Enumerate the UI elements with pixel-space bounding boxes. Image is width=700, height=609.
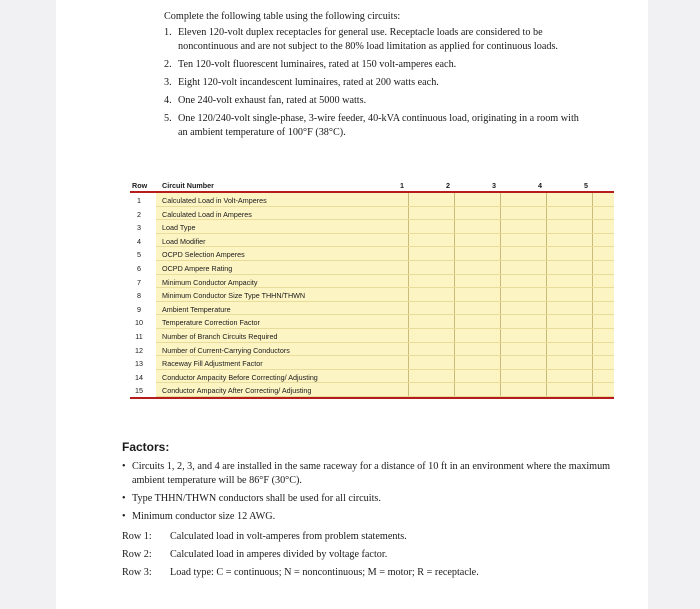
column-divider bbox=[454, 247, 455, 260]
column-divider bbox=[546, 247, 547, 260]
circuit-list bbox=[164, 26, 584, 140]
table-row bbox=[130, 220, 614, 234]
table-row bbox=[130, 356, 614, 370]
table-row bbox=[130, 234, 614, 248]
header-col-1: 1 bbox=[400, 181, 404, 190]
row-number: 2 bbox=[137, 209, 141, 219]
factors-title: Factors: bbox=[122, 440, 170, 454]
row-label: Temperature Correction Factor bbox=[162, 318, 260, 328]
factors-section bbox=[122, 440, 622, 584]
column-divider bbox=[592, 329, 593, 342]
column-divider bbox=[546, 220, 547, 233]
column-divider bbox=[592, 261, 593, 274]
header-col-4: 4 bbox=[538, 181, 542, 190]
column-divider bbox=[546, 207, 547, 220]
column-divider bbox=[500, 288, 501, 301]
table-row bbox=[130, 383, 614, 397]
column-divider bbox=[454, 343, 455, 356]
row-number: 4 bbox=[137, 236, 141, 246]
column-divider bbox=[546, 383, 547, 396]
row-label: Calculated Load in Amperes bbox=[162, 209, 252, 219]
column-divider bbox=[500, 247, 501, 260]
intro-lead: Complete the following table using the following circuits: bbox=[164, 11, 401, 22]
column-divider bbox=[592, 343, 593, 356]
row-number: 11 bbox=[135, 331, 143, 341]
column-divider bbox=[454, 356, 455, 369]
column-divider bbox=[408, 315, 409, 328]
factor-item: • Minimum conductor size 12 AWG. bbox=[122, 510, 622, 524]
column-divider bbox=[546, 302, 547, 315]
column-divider bbox=[546, 275, 547, 288]
column-divider bbox=[454, 302, 455, 315]
row-number: 14 bbox=[135, 372, 143, 382]
column-divider bbox=[500, 383, 501, 396]
table-bottom-rule bbox=[130, 397, 614, 399]
row-number: 8 bbox=[137, 291, 141, 301]
column-divider bbox=[408, 329, 409, 342]
row-label: Conductor Ampacity Before Correcting/ Adjusting bbox=[162, 372, 318, 382]
column-divider bbox=[500, 220, 501, 233]
column-divider bbox=[592, 247, 593, 260]
header-col-3: 3 bbox=[492, 181, 496, 190]
row-label: Raceway Fill Adjustment Factor bbox=[162, 359, 263, 369]
row-number: 15 bbox=[135, 386, 143, 396]
row-number: 6 bbox=[137, 263, 141, 273]
column-divider bbox=[454, 261, 455, 274]
factor-item: • Type THHN/THWN conductors shall be used for all circuits. bbox=[122, 492, 622, 506]
factors-list bbox=[122, 460, 622, 524]
document-page bbox=[56, 0, 648, 609]
row-label: Load Type bbox=[162, 223, 196, 233]
circuit-item: 2. Ten 120-volt fluorescent luminaires, rated at 150 volt-amperes each. bbox=[164, 59, 457, 70]
row-number: 1 bbox=[137, 196, 141, 205]
column-divider bbox=[408, 261, 409, 274]
column-divider bbox=[408, 247, 409, 260]
column-divider bbox=[408, 343, 409, 356]
row-label: Minimum Conductor Ampacity bbox=[162, 277, 258, 287]
column-divider bbox=[408, 220, 409, 233]
row-label: Calculated Load in Volt-Amperes bbox=[162, 196, 267, 205]
column-divider bbox=[546, 329, 547, 342]
column-divider bbox=[592, 193, 593, 206]
row-cells bbox=[156, 220, 614, 234]
column-divider bbox=[500, 302, 501, 315]
column-divider bbox=[454, 220, 455, 233]
column-divider bbox=[546, 356, 547, 369]
factor-item: • Circuits 1, 2, 3, and 4 are installed in the same raceway for a distance of 10 ft in an environment where the maximum ambient temperature will be 86°F (30°C). bbox=[122, 460, 622, 488]
column-divider bbox=[408, 302, 409, 315]
table-row bbox=[130, 302, 614, 316]
circuit-item: 4. One 240-volt exhaust fan, rated at 5000 watts. bbox=[164, 95, 367, 106]
column-divider bbox=[454, 288, 455, 301]
column-divider bbox=[408, 234, 409, 247]
header-row: Row bbox=[132, 181, 148, 190]
column-divider bbox=[454, 275, 455, 288]
table-row bbox=[130, 343, 614, 357]
column-divider bbox=[592, 207, 593, 220]
row-label: OCPD Ampere Rating bbox=[162, 263, 233, 273]
row-note: Row 2: Calculated load in amperes divided by voltage factor. bbox=[122, 549, 388, 560]
row-note: Row 3: Load type: C = continuous; N = noncontinuous; M = motor; R = receptacle. bbox=[122, 567, 479, 578]
row-notes bbox=[122, 530, 622, 580]
column-divider bbox=[500, 275, 501, 288]
column-divider bbox=[592, 356, 593, 369]
column-divider bbox=[454, 315, 455, 328]
column-divider bbox=[454, 207, 455, 220]
column-divider bbox=[592, 315, 593, 328]
row-number: 13 bbox=[135, 359, 143, 369]
column-divider bbox=[500, 261, 501, 274]
circuit-item: 3. Eight 120-volt incandescent luminaires, rated at 200 watts each. bbox=[164, 77, 439, 88]
column-divider bbox=[408, 288, 409, 301]
column-divider bbox=[546, 288, 547, 301]
column-divider bbox=[500, 370, 501, 383]
row-label: Ambient Temperature bbox=[162, 304, 231, 314]
column-divider bbox=[592, 288, 593, 301]
column-divider bbox=[592, 234, 593, 247]
row-label: Number of Current-Carrying Conductors bbox=[162, 345, 290, 355]
column-divider bbox=[546, 370, 547, 383]
header-col-2: 2 bbox=[446, 181, 450, 190]
table-row bbox=[130, 193, 614, 207]
row-label: Conductor Ampacity After Correcting/ Adjusting bbox=[162, 386, 312, 396]
column-divider bbox=[408, 356, 409, 369]
column-divider bbox=[454, 370, 455, 383]
column-divider bbox=[500, 329, 501, 342]
table-row bbox=[130, 207, 614, 221]
table-row bbox=[130, 370, 614, 384]
column-divider bbox=[592, 220, 593, 233]
table-header bbox=[130, 176, 614, 190]
column-divider bbox=[408, 193, 409, 206]
row-label: OCPD Selection Amperes bbox=[162, 250, 245, 260]
column-divider bbox=[500, 343, 501, 356]
table-row bbox=[130, 315, 614, 329]
column-divider bbox=[592, 383, 593, 396]
row-number: 3 bbox=[137, 223, 141, 233]
column-divider bbox=[454, 329, 455, 342]
row-number: 7 bbox=[137, 277, 141, 287]
column-divider bbox=[500, 356, 501, 369]
row-label: Number of Branch Circuits Required bbox=[162, 331, 278, 341]
row-number: 5 bbox=[137, 250, 141, 260]
column-divider bbox=[408, 207, 409, 220]
column-divider bbox=[500, 207, 501, 220]
row-label: Load Modifier bbox=[162, 236, 206, 246]
column-divider bbox=[408, 370, 409, 383]
column-divider bbox=[500, 315, 501, 328]
row-cells bbox=[156, 234, 614, 248]
problem-statement bbox=[164, 10, 584, 144]
table-row bbox=[130, 247, 614, 261]
column-divider bbox=[546, 261, 547, 274]
column-divider bbox=[592, 302, 593, 315]
table-row bbox=[130, 261, 614, 275]
header-circuit-number: Circuit Number bbox=[162, 181, 214, 190]
column-divider bbox=[592, 275, 593, 288]
column-divider bbox=[546, 193, 547, 206]
row-note: Row 1: Calculated load in volt-amperes from problem statements. bbox=[122, 531, 407, 542]
circuit-table bbox=[130, 176, 614, 399]
column-divider bbox=[500, 234, 501, 247]
table-row bbox=[130, 288, 614, 302]
row-number: 12 bbox=[135, 345, 143, 355]
column-divider bbox=[454, 383, 455, 396]
column-divider bbox=[500, 193, 501, 206]
column-divider bbox=[454, 234, 455, 247]
column-divider bbox=[408, 383, 409, 396]
circuit-item: 1. Eleven 120-volt duplex receptacles for general use. Receptacle loads are considered to be noncontinuous and are not subject to the 80% load limitation as applied for continuous loads. bbox=[164, 27, 558, 52]
row-number: 9 bbox=[137, 304, 141, 314]
table-row bbox=[130, 275, 614, 289]
column-divider bbox=[592, 370, 593, 383]
column-divider bbox=[546, 343, 547, 356]
circuit-item: 5. One 120/240-volt single-phase, 3-wire feeder, 40-kVA continuous load, originating in a room with an ambient temperature of 100°F (38°C). bbox=[164, 113, 579, 138]
row-number: 10 bbox=[135, 318, 143, 328]
column-divider bbox=[408, 275, 409, 288]
table-row bbox=[130, 329, 614, 343]
column-divider bbox=[546, 234, 547, 247]
column-divider bbox=[546, 315, 547, 328]
table-body bbox=[130, 193, 614, 397]
header-col-5: 5 bbox=[584, 181, 588, 190]
column-divider bbox=[454, 193, 455, 206]
row-label: Minimum Conductor Size Type THHN/THWN bbox=[162, 291, 306, 301]
